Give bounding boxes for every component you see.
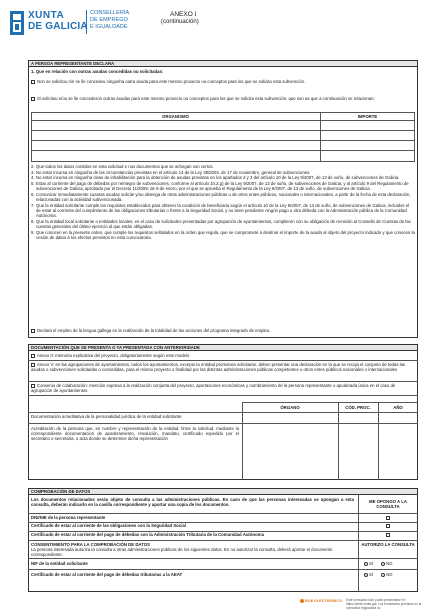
annex-subtitle: (continuación) [161,19,199,25]
doc-row-annex-v [31,362,415,372]
option-no-aid-label: Non se solicitou nin se lle concedeu ningunha outra axuda para este mesmo proxecto ou conceptos para los que se solicita esta subvención. [37,79,306,84]
doc-col-proc: CÓD. PROC. [345,405,371,410]
consent-no-label: NO [386,572,393,577]
declaration-item [31,181,415,191]
verification-heading: COMPROBACIÓN DE DATOS [31,489,91,494]
authorize-header: AUTORIZO LA CONSULTA [361,542,415,547]
consent-row-label: NIF de la entidad solicitante [31,561,88,566]
declaration-item-number: 9. [31,229,35,235]
option-other-aid [31,96,415,101]
brand-line-1: XUNTA [28,10,65,21]
consent-row-label: Certificado de estar al corriente del pago de débedas tributarias a la AEAT [31,572,183,577]
doc-row-annex-ii [31,353,415,358]
seal-icon [300,599,304,603]
doc-row-agreement [31,383,415,393]
declaration-item-text: Comunicar inmediatamente cuantas axudas solicite y/ou obtenga de otras administraciones públicas o de otros entes públicos, nacionales o internacionales, a partir de la fecha de esta declaración, relacionadas con la actividad subvencionada. [36,192,411,203]
consent-radio-group [364,561,393,566]
declaration-item [31,203,415,219]
footer-seal [300,599,342,604]
consent-no-label: NO [386,561,393,566]
declaration-item [31,230,415,240]
doc-line-2 [28,381,418,382]
verification-intro: Los documentos relacionados serán objeto de consulta a las administraciones públicas. En caso de que las personas interesadas se opongan a esta consulta, deberán indicarlo en la casilla correspondiente y aportar una copia de los documentos. [31,497,354,507]
declaration-item-number: 5. [31,181,35,187]
verification-col-divider [358,495,359,592]
doc-annex-v-label: Anexo V: en las agrupaciones de ayuntamientos, todos los ayuntamientos, excepto la entidad promotora solicitante, deben presentar una declaración en la que se recoja el conjunto de todas las axudas o subvenciones solicitadas o concedidas, para el mismo proyecto o finalidad por las distintas administraciones públicas competentes u otros entes públicos nacionales o internacionales [31,362,406,372]
declaration-item [31,219,415,229]
ver-line-1 [28,513,418,514]
declaration-item-text: No estar incursa en ningunha clase de inhabilitación para la obtención de axudas previstas en los apartados 2 y 3 del artículo 10 de la Ley 9/2007, de 13 de xuño, de subvenciones de Galicia. [36,175,400,181]
galician-language-option [31,328,415,333]
consent-no-radio[interactable] [381,573,385,577]
consent-row-line [28,569,418,570]
declaration-item-number: 6. [31,192,35,198]
oppose-row-label: Certificado de estar al corriente de las obligaciones con la Seguridad Social [31,523,186,528]
aid-table-row-line-3 [31,150,415,151]
declaration-item-number: 3. [31,169,35,175]
department-line-2: DE EMPREGO [90,17,128,23]
oppose-row-label: DNI/NIE de la persona representante [31,515,106,520]
department-name [90,10,129,31]
doc-annex-ii-label: Anexo II: memoria explicativa del proyecto, obligatoriamente según este modelo [37,353,190,358]
footer-note: Este formulario sólo podrá presentarse en https://sede.xunta.gal. Los formularios previstos en la normativa reguladora no [346,598,422,610]
doc-line-5 [28,423,418,424]
brand-line-2: DE GALICIA [28,21,88,32]
declaration-q1: 1. Que en relación con outras axudas concedidas ou solicitadas: [31,69,164,74]
aid-table-header-organism: ORGANISMO [162,114,189,119]
declaration-item [31,170,415,175]
doc-col-header-line [242,402,418,403]
doc-col-year: AÑO [393,405,403,410]
aid-table-col-divider [320,112,321,162]
seal-label: BOE ELECTRÓNICO [305,599,342,603]
declaration-item [31,164,415,169]
doc-col-organ: ÓRGANO [280,405,300,410]
aid-table-row-line-2 [31,140,415,141]
doc-subrow-legal: Documentación acreditativa de la personalidad jurídica de la entidad solicitante [31,414,182,419]
oppose-checkbox[interactable] [386,524,390,528]
declaration-heading: A PERSOA REPRESENTANTE DECLARA [31,61,115,66]
ver-line-2 [28,558,418,559]
declaration-item-text: Que todos los datos contidos en esta solicitud e nos documentos que se achegan son certos. [36,164,214,169]
declaration-item-text: Estar al corriente del pago de débedas por reintegro de subvenciones, conforme al artículo 10.2.g) de la Ley 9/2007, de 13 de xuño, de subvenciones de Galicia, y al artículo 9 del Regulamento de subvenciones de Galicia, aprobado por el Decreto 11/2009, de 8 de enero, por el que se aprueba el Regulamento de la Ley 9/2007, de 13 de xuño, de subvenciones de Galicia. [36,181,409,192]
annex-title: ANEXO I [170,11,197,18]
option-no-aid-checkbox[interactable] [31,80,35,84]
galicia-shield-icon [10,11,24,35]
oppose-header: ME OPONGO A LA CONSULTA [369,499,407,509]
declaration-item-text: Que conocen en la presente orden, que cumple los requisitos señalados en la orden que regula, que se comprometé a destinar el importe de la axuda al objeto del proyecto indicado y que conocen la cesión de datos a los efectos previstos en esta convocatoria. [36,229,415,241]
department-line-1: CONSELLERÍA [90,10,130,16]
galician-language-label: Declara el empleo de la lengua gallega en la realización de la totalidad de las acciones del programa integrado de empleo. [37,328,271,333]
declaration-item-number: 2. [31,164,35,169]
declaration-item-text: Que la entidad solicitante cumple los requisitos establecidos para obtener la condición de beneficiaria según el artículo 10 de la Ley 9/2007, de 13 de xuño, de subvenciones de Galicia, incluidos el de estar al corriente del cumplimiento de las obligaciones tributarias o frente a la Seguridad Social, y no tiene pendiente ningún pago u otra débeda con la Administración pública de la Comunidad Autónoma. [36,202,410,219]
declaration-item-number: 7. [31,202,35,208]
header-divider [86,10,87,34]
doc-col-a [242,402,243,480]
declaration-item-text: No estar incursa en ningunha de las circunstancias previstas en el artículo 13 de la Ley 38/2003, de 17 de noviembre, general de subvenciones. [36,169,311,175]
consent-heading: CONSENTIMIENTO PARA LA COMPROBACIÓN DE DATOS [31,542,150,547]
oppose-checkbox[interactable] [386,516,390,520]
ver-line-consent [28,540,418,541]
option-other-aid-checkbox[interactable] [31,97,35,101]
consent-radio-group [364,572,393,577]
declaration-item-text: Que la entidad local solicitante o entidades locales, en el caso de solicitudes presentadas por agrupación de ayuntamientos, cumplieron con su obligación de remisión al Consello de Cuentas de las cuentas generales del último ejercicio al que están obligadas. [36,219,411,230]
option-other-aid-label: Si solicitou e/ou se lle concederon outras axudas para este mesmo proxecto ou conceptos para los que se solicita esta subvención, que son as que a continuación se relacionan: [37,96,375,101]
department-line-3: E IGUALDADE [90,24,128,30]
doc-line-3 [28,395,418,396]
doc-line-1 [28,360,418,361]
documentation-heading: DOCUMENTACIÓN QUE SE PRESENTA O YA PRESENTADA CON ANTERIORIDADE [31,345,200,350]
consent-yes-label: SÍ [369,561,374,566]
consent-intro: La persona interesada autoriza la consulta a otras administraciones públicas de los siguientes datos. En no autorizar la consulta, deberá aportar el documento correspondiente. [31,547,333,557]
oppose-checkbox[interactable] [386,533,390,537]
declaration-item-number: 4. [31,175,35,181]
doc-col-c [378,402,379,480]
declaration-items [31,164,415,241]
doc-agreement-label: Convenio de colaboración: mención expresa a la realización conjunta del proyecto, aportaciones económicas y nombramiento de la persona representante o apoderada única en el caso de agrupación de ayuntamientos [31,383,396,393]
aid-table-header-line [31,120,415,121]
consent-yes-label: SÍ [369,572,374,577]
declaration-item [31,175,415,180]
doc-col-b [338,402,339,480]
aid-table-row-line-1 [31,130,415,131]
consent-no-radio[interactable] [381,562,385,566]
galician-language-checkbox[interactable] [31,329,35,333]
doc-subrow-accreditation: Acreditación de la persona que, en nombre y representación de la entidad, firme la solicitud, mediante la correspondiente documentación de apoderamiento, resolución, mandato, certificado expedido por el secretario o secretaria, o acta donde se determine dicha representación [31,426,239,441]
option-no-aid [31,79,415,84]
oppose-row-label: Certificado de estar al corriente del pago de débedas con la Administración Tributaria de la Comunidad Autónoma [31,532,264,537]
aid-table-header-amount: IMPORTE [357,114,378,119]
consent-yes-radio[interactable] [364,562,368,566]
doc-annex-ii-checkbox[interactable] [31,354,35,358]
doc-line-4 [28,412,418,413]
consent-yes-radio[interactable] [364,573,368,577]
declaration-item-number: 8. [31,219,35,225]
declaration-item [31,192,415,202]
